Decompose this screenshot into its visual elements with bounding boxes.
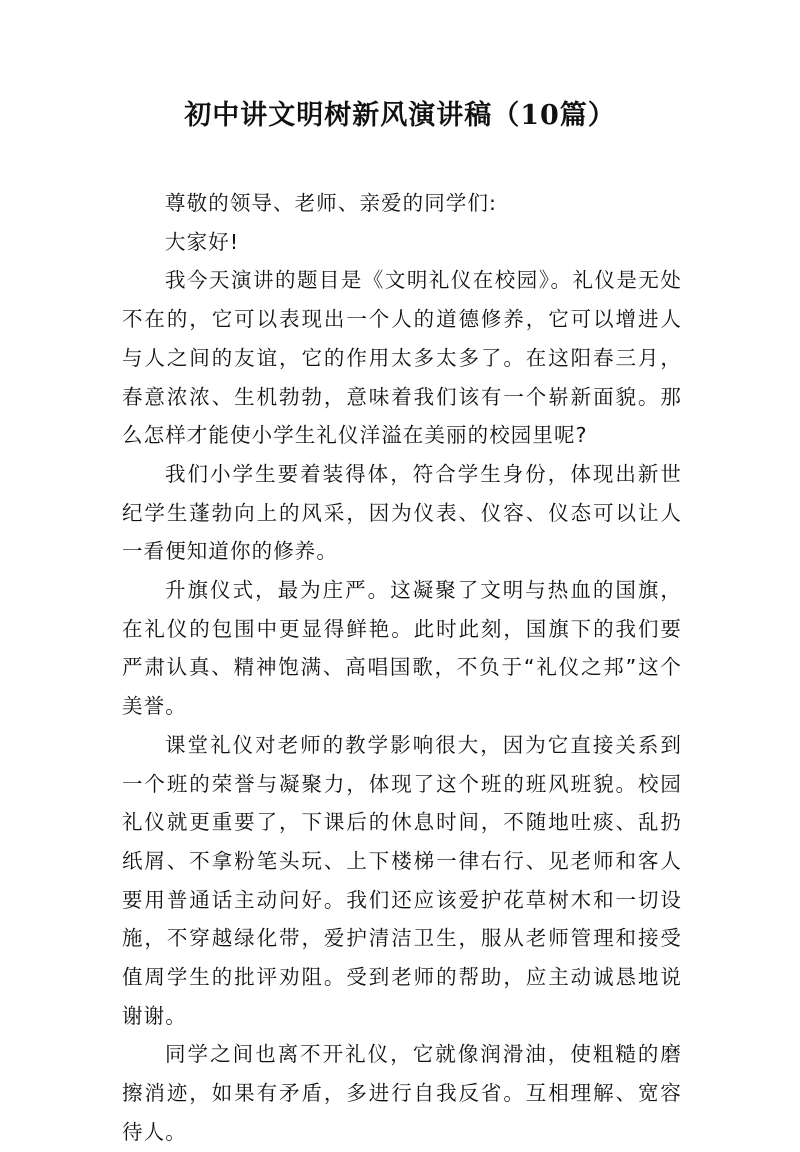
body-paragraph: 同学之间也离不开礼仪，它就像润滑油，使粗糙的磨擦消迹，如果有矛盾，多进行自我反省。互相理解、宽容待人。 — [122, 1042, 682, 1144]
document-title: 初中讲文明树新风演讲稿（10篇） — [184, 100, 616, 131]
salutation-paragraph: 尊敬的领导、老师、亲爱的同学们: — [165, 191, 498, 215]
document-body — [122, 184, 682, 1152]
body-paragraph: 我们小学生要着装得体，符合学生身份，体现出新世纪学生蓬勃向上的风采，因为仪表、仪容、仪态可以让人一看便知道你的修养。 — [122, 461, 682, 564]
body-paragraph: 升旗仪式，最为庄严。这凝聚了文明与热血的国旗，在礼仪的包围中更显得鲜艳。此时此刻，国旗下的我们要严肃认真、精神饱满、高唱国歌，不负于“礼仪之邦”这个美誉。 — [122, 578, 682, 719]
body-paragraph: 我今天演讲的题目是《文明礼仪在校园》。礼仪是无处不在的，它可以表现出一个人的道德修养，它可以增进人与人之间的友谊，它的作用太多太多了。在这阳春三月，春意浓浓、生机勃勃，意味着我们该有一个崭新面貌。那么怎样才能使小学生礼仪洋溢在美丽的校园里呢? — [122, 268, 682, 448]
greeting-paragraph: 大家好! — [165, 229, 240, 254]
body-paragraph: 课堂礼仪对老师的教学影响很大，因为它直接关系到一个班的荣誉与凝聚力，体现了这个班的班风班貌。校园礼仪就更重要了，下课后的休息时间，不随地吐痰、乱扔纸屑、不拿粉笔头玩、上下楼梯一律右行、见老师和客人要用普通话主动问好。我们还应该爱护花草树木和一切设施，不穿越绿化带，爱护清洁卫生，服从老师管理和接受值周学生的批评劝阻。受到老师的帮助，应主动诚恳地说谢谢。 — [122, 732, 682, 1028]
